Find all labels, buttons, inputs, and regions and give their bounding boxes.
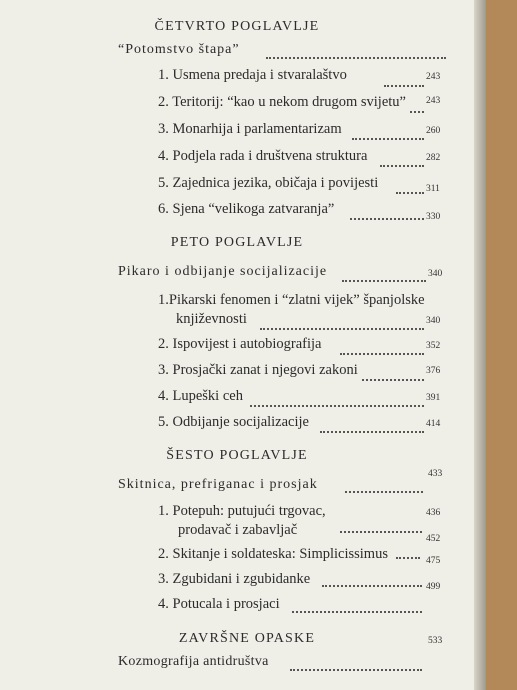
chapter-title: Pikaro i odbijanje socijalizacije <box>118 264 328 279</box>
toc-entry: 2. Skitanje i soldateska: Simplicissimus <box>158 546 388 562</box>
page-number: 340 <box>426 316 441 326</box>
leader-dots <box>266 56 446 59</box>
leader-dots <box>396 556 420 559</box>
leader-dots <box>292 610 422 613</box>
page-number: 452 <box>426 534 441 544</box>
toc-entry: 5. Odbijanje socijalizacije <box>158 414 309 430</box>
leader-dots <box>410 110 424 113</box>
chapter-title: “Potomstvo štapa” <box>118 42 240 57</box>
chapter-heading: ČETVRTO POGLAVLJE <box>154 19 320 34</box>
toc-entry: 4. Lupeški ceh <box>158 388 243 404</box>
leader-dots <box>362 378 424 381</box>
page-number: 243 <box>426 96 441 106</box>
page-number: 311 <box>426 184 440 194</box>
toc-entry: 3. Zgubidani i zgubidanke <box>158 571 311 587</box>
toc-entry: 1.Pikarski fenomen i “zlatni vijek” španjolske <box>158 292 425 308</box>
chapter-heading: ZAVRŠNE OPASKE <box>178 631 316 646</box>
leader-dots <box>320 430 424 433</box>
toc-entry: 1. Usmena predaja i stvaralaštvo <box>158 67 347 83</box>
leader-dots <box>384 84 424 87</box>
toc-entry-continued: prodavač i zabavljač <box>178 522 298 538</box>
page-number: 243 <box>426 72 441 82</box>
page-number: 433 <box>428 469 443 479</box>
page-number: 533 <box>428 636 443 646</box>
page-number: 391 <box>426 393 441 403</box>
chapter-title: Skitnica, prefriganac i prosjak <box>118 477 318 492</box>
toc-entry: 2. Teritorij: “kao u nekom drugom svijetu” <box>158 94 406 110</box>
toc-entry-continued: književnosti <box>176 311 247 327</box>
page-number: 376 <box>426 366 441 376</box>
page-number: 330 <box>426 212 441 222</box>
toc-entry: 5. Zajednica jezika, običaja i povijesti <box>158 175 379 191</box>
leader-dots <box>350 217 424 220</box>
page-number: 282 <box>426 153 441 163</box>
toc-entry: 6. Sjena “velikoga zatvaranja” <box>158 201 335 217</box>
toc-entry: 3. Monarhija i parlamentarizam <box>158 121 342 137</box>
leader-dots <box>250 404 424 407</box>
toc-entry: 2. Ispovijest i autobiografija <box>158 336 322 352</box>
page-number: 352 <box>426 341 441 351</box>
leader-dots <box>340 352 424 355</box>
chapter-title: Kozmografija antidruštva <box>118 654 269 669</box>
leader-dots <box>352 137 424 140</box>
leader-dots <box>380 164 424 167</box>
toc-entry: 4. Potucala i prosjaci <box>158 596 280 612</box>
page-number: 340 <box>428 269 443 279</box>
page-number: 414 <box>426 419 441 429</box>
page-number: 475 <box>426 556 441 566</box>
page-number: 260 <box>426 126 441 136</box>
leader-dots <box>340 530 422 533</box>
leader-dots <box>396 191 424 194</box>
toc-entry: 4. Podjela rada i društvena struktura <box>158 148 368 164</box>
chapter-heading: PETO POGLAVLJE <box>170 235 304 250</box>
chapter-heading: ŠESTO POGLAVLJE <box>166 448 308 463</box>
toc-entry: 1. Potepuh: putujući trgovac, <box>158 503 326 519</box>
leader-dots <box>290 668 422 671</box>
leader-dots <box>345 490 423 493</box>
toc-entry: 3. Prosjački zanat i njegovi zakoni <box>158 362 358 378</box>
leader-dots <box>260 327 424 330</box>
page-number: 499 <box>426 582 441 592</box>
leader-dots <box>322 584 422 587</box>
book-spine <box>474 0 486 690</box>
leader-dots <box>342 279 426 282</box>
page-number: 436 <box>426 508 441 518</box>
